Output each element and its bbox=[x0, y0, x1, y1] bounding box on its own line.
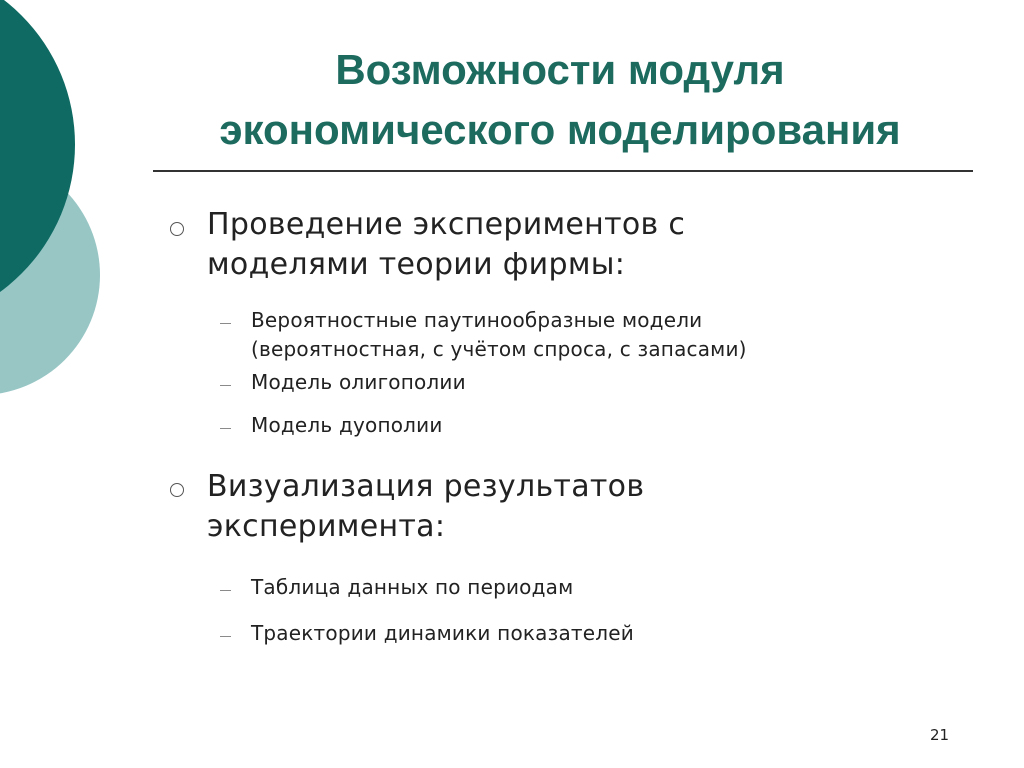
bullet-1-subitem-1 bbox=[251, 306, 747, 364]
bullet-2-subitem-2: Траектории динамики показателей bbox=[251, 621, 634, 645]
bullet-2-subitem-1: Таблица данных по периодам bbox=[251, 575, 574, 599]
bullet-1-subitem-3: Модель дуополии bbox=[251, 413, 443, 437]
dash-bullet-icon bbox=[220, 636, 231, 637]
subitem-line-1: Вероятностные паутинообразные модели bbox=[251, 308, 703, 332]
circle-bullet-icon bbox=[170, 222, 184, 236]
title-line-1: Возможности модуля bbox=[335, 46, 785, 93]
dash-bullet-icon bbox=[220, 428, 231, 429]
dash-bullet-icon bbox=[220, 323, 231, 324]
bullet-1-line-2: моделями теории фирмы: bbox=[207, 247, 626, 282]
bullet-1-line-1: Проведение экспериментов с bbox=[207, 207, 686, 242]
slide-title bbox=[120, 40, 1000, 160]
title-line-2: экономического моделирования bbox=[219, 106, 901, 153]
title-divider bbox=[153, 170, 973, 172]
bullet-1-subitem-2: Модель олигополии bbox=[251, 370, 466, 394]
bullet-2-text bbox=[207, 467, 644, 547]
dash-bullet-icon bbox=[220, 385, 231, 386]
dash-bullet-icon bbox=[220, 590, 231, 591]
subitem-line-2: (вероятностная, с учётом спроса, с запасами) bbox=[251, 337, 747, 361]
bullet-1-text bbox=[207, 205, 685, 285]
bullet-2-line-1: Визуализация результатов bbox=[207, 469, 645, 504]
page-number: 21 bbox=[930, 726, 950, 744]
bullet-2-line-2: эксперимента: bbox=[207, 509, 446, 544]
circle-bullet-icon bbox=[170, 483, 184, 497]
